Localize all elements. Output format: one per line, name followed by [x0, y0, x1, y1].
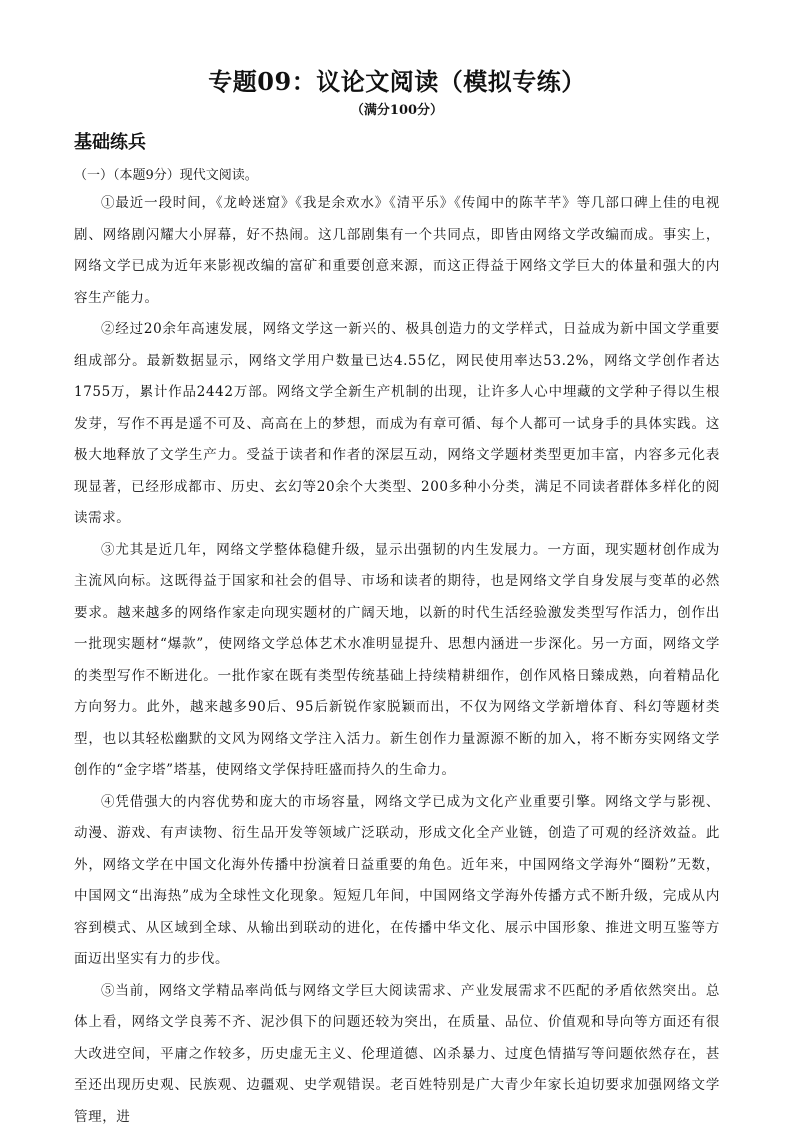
paragraph-2: ②经过20余年高速发展，网络文学这一新兴的、极具创造力的文学样式，日益成为新中国文学重要组成部分。最新数据显示，网络文学用户数量已达4.55亿，网民使用率达53.2%，网络文学创作者达1755万，累计作品2442万部。网络文学全新生产机制的出现，让许多人心中埋藏的文学种子得以生根发芽，写作不再是遥不可及、高高在上的梦想，而成为有章可循、每个人都可一试身手的具体实践。这极大地释放了文学生产力。受益于读者和作者的深层互动，网络文学题材类型更加丰富，内容多元化表现显著，已经形成都市、历史、玄幻等20余个大类型、200多种小分类，满足不同读者群体多样化的阅读需求。 — [74, 314, 720, 535]
paragraph-4: ④凭借强大的内容优势和庞大的市场容量，网络文学已成为文化产业重要引擎。网络文学与影视、动漫、游戏、有声读物、衍生品开发等领域广泛联动，形成文化全产业链，创造了可观的经济效益。此外，网络文学在中国文化海外传播中扮演着日益重要的角色。近年来，中国网络文学海外“圈粉”无数，中国网文“出海热”成为全球性文化现象。短短几年间，中国网络文学海外传播方式不断升级，完成从内容到模式、从区域到全球、从输出到联动的进化，在传播中华文化、展示中国形象、推进文明互鉴等方面迈出坚实有力的步伐。 — [74, 787, 720, 976]
document-title: 专题09：议论文阅读（模拟专练） — [74, 66, 720, 98]
paragraph-3: ③尤其是近几年，网络文学整体稳健升级，显示出强韧的内生发展力。一方面，现实题材创作成为主流风向标。这既得益于国家和社会的倡导、市场和读者的期待，也是网络文学自身发展与变革的必然要求。越来越多的网络作家走向现实题材的广阔天地，以新的时代生活经验激发类型写作活力，创作出一批现实题材“爆款”，使网络文学总体艺术水准明显提升、思想内涵进一步深化。另一方面，网络文学的类型写作不断进化。一批作家在既有类型传统基础上持续精耕细作，创作风格日臻成熟，向着精品化方向努力。此外，越来越多90后、95后新锐作家脱颖而出，不仅为网络文学新增体育、科幻等题材类型，也以其轻松幽默的文风为网络文学注入活力。新生创作力量源源不断的加入，将不断夯实网络文学创作的“金字塔”塔基，使网络文学保持旺盛而持久的生命力。 — [74, 535, 720, 787]
section-heading: 基础练兵 — [74, 128, 720, 158]
question-header: （一）（本题9分）现代文阅读。 — [74, 164, 720, 188]
paragraph-1: ①最近一段时间，《龙岭迷窟》《我是余欢水》《清平乐》《传闻中的陈芊芊》等几部口碑上佳的电视剧、网络剧闪耀大小屏幕，好不热闹。这几部剧集有一个共同点，即皆由网络文学改编而成。事实上，网络文学已成为近年来影视改编的富矿和重要创意来源，而这正得益于网络文学巨大的体量和强大的内容生产能力。 — [74, 188, 720, 314]
paragraph-5: ⑤当前，网络文学精品率尚低与网络文学巨大阅读需求、产业发展需求不匹配的矛盾依然突出。总体上看，网络文学良莠不齐、泥沙俱下的问题还较为突出，在质量、品位、价值观和导向等方面还有很大改进空间，平庸之作较多，历史虚无主义、伦理道德、凶杀暴力、过度色情描写等问题依然存在，甚至还出现历史观、民族观、边疆观、史学观错误。老百姓特别是广大青少年家长迫切要求加强网络文学管理，进 — [74, 976, 720, 1133]
document-subtitle: （满分100分） — [74, 100, 720, 122]
